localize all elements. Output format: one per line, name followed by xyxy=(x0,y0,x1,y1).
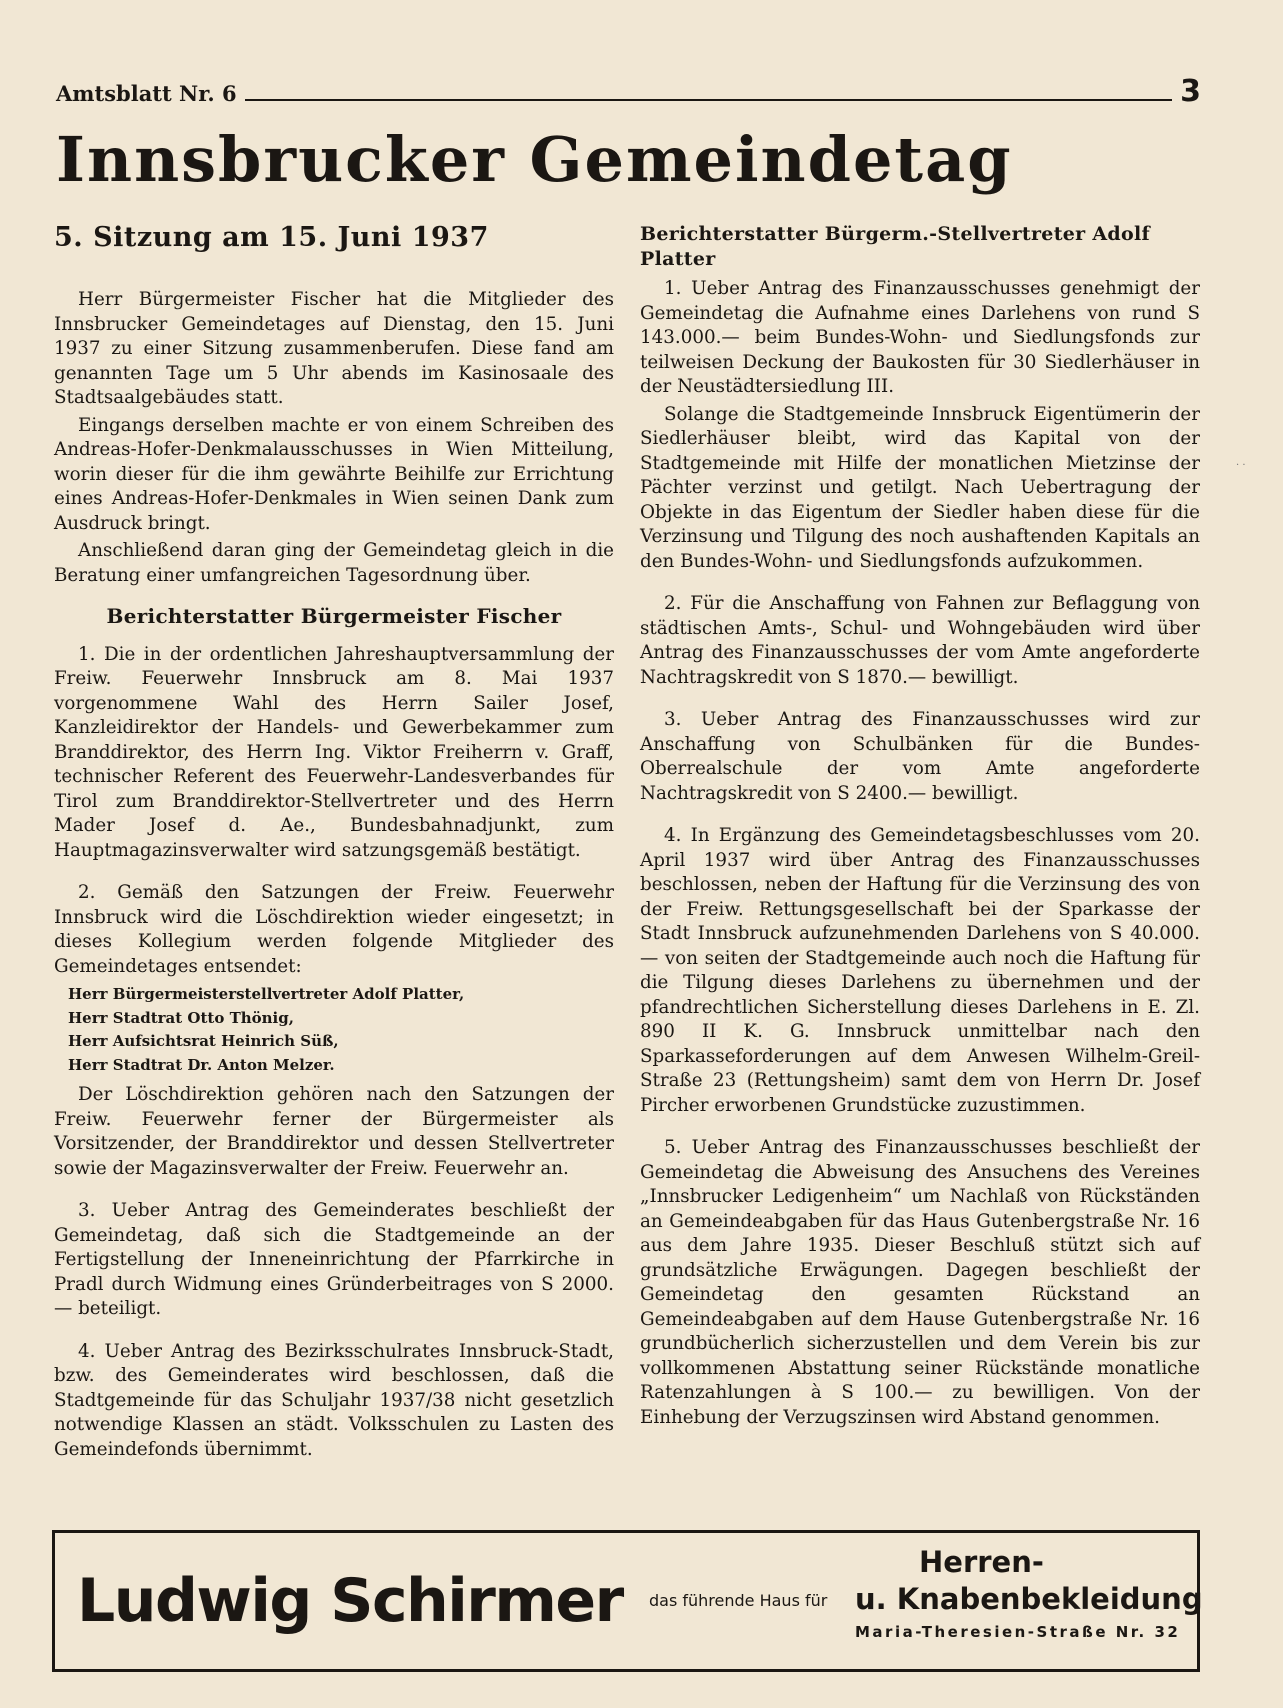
member-entry: Herr Bürgermeisterstellvertreter Adolf Platter, xyxy=(68,985,465,1003)
advertisement-line-2: u. Knabenbekleidung xyxy=(855,1582,1203,1616)
agenda-item-1: 1. Ueber Antrag des Finanzausschusses genehmigt der Gemeindetag die Aufnahme eines Darlehens von rund S 143.000.— beim Bundes-Wohn- und Siedlungsfonds zur teilweisen Deckung der Baukosten für 30 Siedlerhäuser in der Neustädtersiedlung III. xyxy=(640,278,1200,397)
page-title: Innsbrucker Gemeindetag xyxy=(56,123,1013,196)
page-header xyxy=(56,74,1201,109)
member-entry: Herr Aufsichtsrat Heinrich Süß, xyxy=(68,1032,339,1050)
agenda-item-4: 4. In Ergänzung des Gemeindetagsbeschlusses vom 20. April 1937 wird über Antrag des Finanzausschusses beschlossen, neben der Haftung für die Verzinsung des von der Freiw. Rettungsgesellschaft bei der Sparkasse der Stadt Innsbruck aufzunehmenden Darlehens von S 40.000.— von seiten der Stadtgemeinde auch noch die Haftung für die Tilgung dieses Darlehens zu übernehmen und der pfandrechtlichen Sicherstellung dieses Darlehens in E. Zl. 890 II K. G. Innsbruck unmittelbar nach den Sparkasseforderungen auf dem Anwesen Wilhelm-Greil-Straße 23 (Rettungsheim) samt dem von Herrn Dr. Josef Pircher erworbenen Grundstücke zuzustimmen. xyxy=(640,825,1200,1116)
agenda-item-4: 4. Ueber Antrag des Bezirksschulrates Innsbruck-Stadt, bzw. des Gemeinderates wird beschlossen, daß die Stadtgemeinde für das Schuljahr 1937/38 nicht gesetzlich notwendige Klassen an städt. Volksschulen zu Lasten des Gemeindefonds übernimmt. xyxy=(54,1340,614,1460)
advertisement-address: Maria-Theresien-Straße Nr. 32 xyxy=(855,1623,1181,1641)
agenda-item-2-continued: Der Löschdirektion gehören nach den Satzungen der Freiw. Feuerwehr ferner der Bürgermeister als Vorsitzender, der Branddirektor und dessen Stellvertreter sowie der Magazinsverwalter der Freiw. Feuerwehr an. xyxy=(54,1084,614,1179)
agenda-item-1: 1. Die in der ordentlichen Jahreshauptversammlung der Freiw. Feuerwehr Innsbruck am 8. Mai 1937 vorgenommene Wahl des Herrn Sailer Josef, Kanzleidirektor der Handels- und Gewerbekammer zum Branddirektor, des Herrn Ing. Viktor Freiherrn v. Graff, technischer Referent des Feuerwehr-Landesverbandes für Tirol zum Branddirektor-Stellvertreter und des Herrn Mader Josef d. Ae., Bundesbahnadjunkt, zum Hauptmagazinsverwalter wird satzungsgemäß bestätigt. xyxy=(54,643,614,861)
page-mark: · · xyxy=(1236,460,1246,471)
right-column xyxy=(640,222,1200,1433)
advertiser-name: Ludwig Schirmer xyxy=(77,1566,623,1636)
member-entry: Herr Stadtrat Otto Thönig, xyxy=(68,1008,294,1027)
rapporteur-heading: Berichterstatter Bürgermeister Fischer xyxy=(106,604,562,628)
agenda-item-5: 5. Ueber Antrag des Finanzausschusses beschließt der Gemeindetag die Abweisung des Ansuchens des Vereines „Innsbrucker Ledigenheim“ um Nachlaß von Rückständen an Gemeindeabgaben für das Haus Gutenbergstraße Nr. 16 aus dem Jahre 1935. Dieser Beschluß stützt sich auf grundsätzliche Erwägungen. Dagegen beschließt der Gemeindetag den gesamten Rückstand an Gemeindeabgaben auf dem Hause Gutenbergstraße Nr. 16 grundbücherlich sicherzustellen und dem Verein bis zur vollkommenen Abstattung seiner Rückstände monatliche Ratenzahlungen à S 100.— zu bewilligen. Von der Einhebung der Verzugszinsen wird Abstand genommen. xyxy=(640,1137,1200,1428)
member-list xyxy=(54,983,614,1077)
agenda-item-2: 2. Für die Anschaffung von Fahnen zur Beflaggung von städtischen Amts-, Schul- und Wohngebäuden wird über Antrag des Finanzausschusses der vom Amte angeforderte Nachtragskredit von S 1870.— bewilligt. xyxy=(640,593,1200,688)
advertisement-details xyxy=(855,1543,1203,1641)
advertisement-box xyxy=(52,1530,1203,1672)
agenda-item-2: 2. Gemäß den Satzungen der Freiw. Feuerwehr Innsbruck wird die Löschdirektion wieder eingesetzt; in dieses Kollegium werden folgende Mitglieder des Gemeindetages entsendet: xyxy=(54,882,614,977)
agenda-item-3: 3. Ueber Antrag des Finanzausschusses wird zur Anschaffung von Schulbänken für die Bundes-Oberrealschule der vom Amte angeforderte Nachtragskredit von S 2400.— bewilligt. xyxy=(640,709,1200,804)
agenda-item-3: 3. Ueber Antrag des Gemeinderates beschließt der Gemeindetag, daß sich die Stadtgemeinde an der Fertigstellung der Inneneinrichtung der Pfarrkirche in Pradl durch Widmung eines Gründerbeitrages von S 2000.— beteiligt. xyxy=(54,1200,614,1319)
header-rule xyxy=(245,99,1173,101)
advertisement-line-1: Herren- xyxy=(919,1545,1044,1579)
intro-paragraph: Herr Bürgermeister Fischer hat die Mitglieder des Innsbrucker Gemeindetages auf Dienstag, den 15. Juni 1937 zu einer Sitzung zusammenberufen. Diese fand am genannten Tage um 5 Uhr abends im Kasinosaale des Stadtsaalgebäudes statt. xyxy=(54,289,614,408)
agenda-item-1-continued: Solange die Stadtgemeinde Innsbruck Eigentümerin der Siedlerhäuser bleibt, wird das Kapital von der Stadtgemeinde mit Hilfe der monatlichen Mietzinse der Pächter verzinst und getilgt. Nach Uebertragung der Objekte in das Eigentum der Siedler haben diese für die Verzinsung und Tilgung des noch aushaftenden Kapitals an den Bundes-Wohn- und Siedlungsfonds aufzukommen. xyxy=(640,403,1200,572)
intro-paragraph: Eingangs derselben machte er von einem Schreiben des Andreas-Hofer-Denkmalausschusses in Wien Mitteilung, worin dieser für die ihm gewährte Beihilfe zur Errichtung eines Andreas-Hofer-Denkmales in Wien seinen Dank zum Ausdruck bringt. xyxy=(54,414,614,534)
member-entry: Herr Stadtrat Dr. Anton Melzer. xyxy=(68,1055,335,1074)
page-number: 3 xyxy=(1180,74,1201,109)
advertisement-tagline: das führende Haus für xyxy=(649,1591,828,1610)
intro-paragraph: Anschließend daran ging der Gemeindetag gleich in die Beratung einer umfangreichen Tagesordnung über. xyxy=(54,540,614,586)
left-column xyxy=(54,222,614,1465)
issue-label: Amtsblatt Nr. 6 xyxy=(56,81,237,106)
rapporteur-heading: Berichterstatter Bürgerm.-Stellvertreter Adolf Platter xyxy=(640,223,1150,270)
session-heading: 5. Sitzung am 15. Juni 1937 xyxy=(54,222,489,253)
